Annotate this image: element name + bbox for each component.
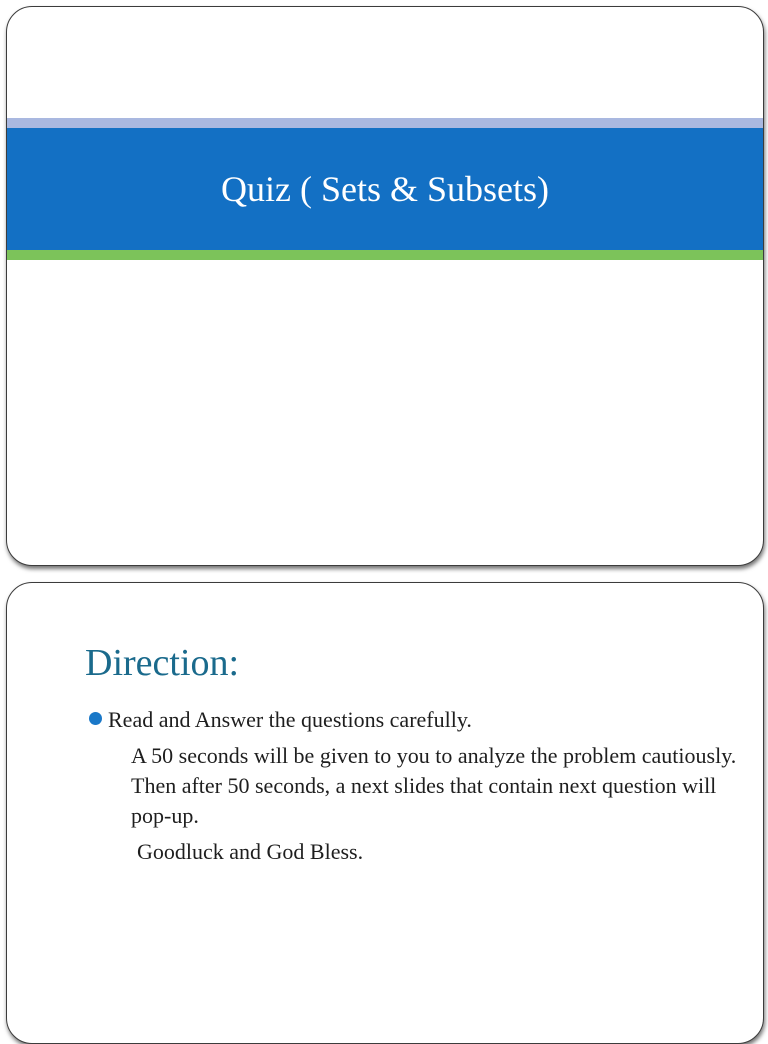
instructions-paragraph: A 50 seconds will be given to you to analyze the problem cautiously. Then after 50 seconds, a next slides that contain next question will pop-up. bbox=[131, 743, 737, 828]
slide-title: Quiz ( Sets & Subsets) bbox=[221, 169, 549, 209]
title-band-bottom-stripe bbox=[7, 250, 763, 260]
bullet-item bbox=[89, 707, 472, 733]
title-slide bbox=[6, 6, 764, 566]
bullet-dot-icon bbox=[89, 712, 102, 725]
closing-line: Goodluck and God Bless. bbox=[137, 839, 364, 864]
direction-slide bbox=[6, 582, 764, 1044]
title-band-top-stripe bbox=[7, 118, 763, 128]
bullet-text: Read and Answer the questions carefully. bbox=[108, 707, 472, 732]
direction-heading: Direction: bbox=[85, 642, 240, 684]
